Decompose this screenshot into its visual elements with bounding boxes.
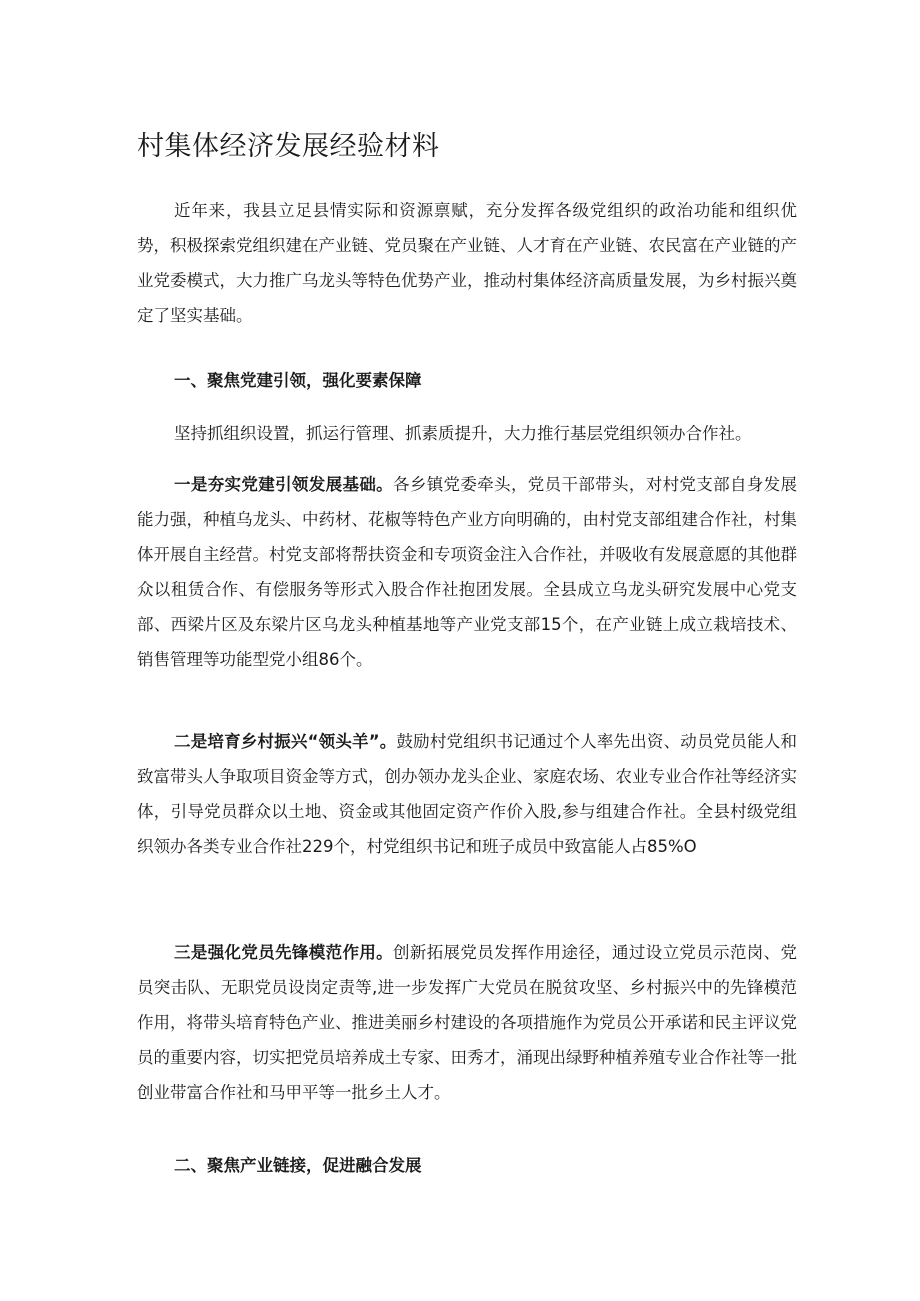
point2-paragraph bbox=[137, 724, 797, 864]
point3-lead: 三是强化党员先锋模范作用。 bbox=[174, 943, 394, 962]
section1-summary: 坚持抓组织设置，抓运行管理、抓素质提升，大力推行基层党组织领办合作社。 bbox=[174, 424, 752, 443]
point1-lead: 一是夯实党建引领发展基础。 bbox=[174, 475, 394, 494]
section1-heading: 一、聚焦党建引领，强化要素保障 bbox=[174, 371, 422, 390]
point1-paragraph bbox=[137, 467, 797, 677]
section2-heading: 二、聚焦产业链接，促进融合发展 bbox=[174, 1156, 422, 1175]
document-title: 村集体经济发展经验材料 bbox=[137, 131, 440, 162]
point1-body: 各乡镇党委牵头，党员干部带头，对村党支部自身发展能力强，种植乌龙头、中药材、花椒等特色产业方向明确的，由村党支部组建合作社，村集体开展自主经营。村党支部将帮扶资金和专项资金注入合作社，并吸收有发展意愿的其他群众以租赁合作、有偿服务等形式入股合作社抱团发展。全县成立乌龙头研究发展中心党支部、西梁片区及东梁片区乌龙头种植基地等产业党支部15个，在产业链上成立栽培技术、销售管理等功能型党小组86个。 bbox=[137, 475, 798, 669]
point2-body: 鼓励村党组织书记通过个人率先出资、动员党员能人和致富带头人争取项目资金等方式，创办领办龙头企业、家庭农场、农业专业合作社等经济实体，引导党员群众以土地、资金或其他固定资产作价入股,参与组建合作社。全县村级党组织领办各类专业合作社229个，村党组织书记和班子成员中致富能人占85%O bbox=[137, 732, 797, 856]
intro-paragraph: 近年来，我县立足县情实际和资源禀赋，充分发挥各级党组织的政治功能和组织优势，积极探索党组织建在产业链、党员聚在产业链、人才育在产业链、农民富在产业链的产业党委模式，大力推广乌龙头等特色优势产业，推动村集体经济高质量发展，为乡村振兴奠定了坚实基础。 bbox=[137, 201, 797, 325]
point2-lead: 二是培育乡村振兴“领头羊”。 bbox=[174, 732, 397, 751]
point3-paragraph bbox=[137, 935, 797, 1110]
point3-body: 创新拓展党员发挥作用途径，通过设立党员示范岗、党员突击队、无职党员设岗定责等,进一步发挥广大党员在脱贫攻坚、乡村振兴中的先锋模范作用，将带头培育特色产业、推进美丽乡村建设的各项措施作为党员公开承诺和民主评议党员的重要内容，切实把党员培养成土专家、田秀才，涌现出绿野种植养殖专业合作社等一批创业带富合作社和马甲平等一批乡土人才。 bbox=[137, 943, 798, 1102]
